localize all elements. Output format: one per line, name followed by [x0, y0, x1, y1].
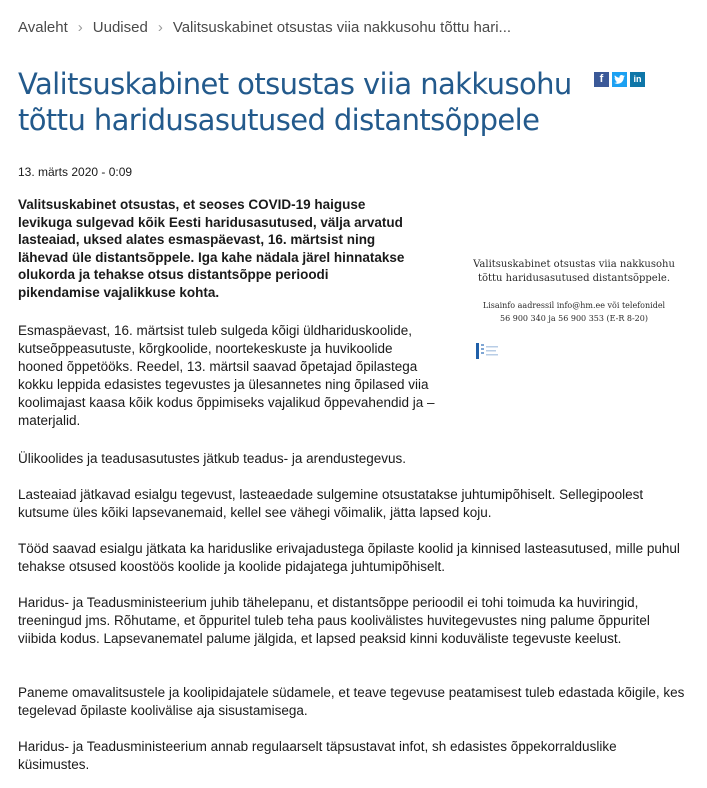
breadcrumb — [18, 16, 511, 38]
image-contact-line: 56 900 340 ja 56 900 353 (E-R 8-20) — [500, 314, 648, 323]
article-image — [448, 218, 700, 388]
facebook-share-icon[interactable]: f — [594, 72, 609, 87]
breadcrumb-separator-icon: › — [157, 18, 163, 36]
article-title: Valitsuskabinet otsustas viia nakkusohu tõttu haridusasutused distantsõppele — [18, 67, 572, 137]
article-paragraph: Paneme omavalitsustele ja koolipidajatele südamele, et teave tegevuse peatamisest tuleb edastada kõigile, kes tegelevad õpilaste koolivälise aja sisustamisega. — [18, 685, 685, 718]
article-paragraph: Ülikoolides ja teadusasutustes jätkub teadus- ja arendustegevus. — [18, 451, 406, 466]
image-title — [448, 258, 700, 286]
breadcrumb-current: Valitsuskabinet otsustas viia nakkusohu tõttu hari... — [172, 18, 512, 36]
breadcrumb-separator-icon: › — [77, 18, 83, 36]
article-date: 13. märts 2020 - 0:09 — [18, 165, 133, 179]
article-paragraph: Esmaspäevast, 16. märtsist tuleb sulgeda kõigi üldhariduskoolide, kutseõppeasutuste, kõrgkoolide, noortekeskuste ja huvikoolide hooned õppetööks. Reedel, 13. märtsil saavad õpetajad õpilastega kokku leppida edasistes tegevustes ja ülesannetes ning õpilased viia koolimajast kaasa kõik kodus õppimiseks vajalikud õppevahendid ja –materjalid. — [18, 323, 435, 428]
twitter-share-icon[interactable] — [612, 72, 627, 87]
breadcrumb-home-link[interactable]: Avaleht — [18, 18, 68, 36]
article-paragraph: Haridus- ja Teadusministeerium annab regulaarselt täpsustavat infot, sh edasistes õppekorralduslike küsimustes. — [18, 739, 617, 772]
linkedin-share-icon[interactable]: in — [630, 72, 645, 87]
image-contact — [448, 299, 700, 325]
image-title-line: tõttu haridusasutused distantsõppele. — [477, 273, 670, 284]
article-paragraph: Tööd saavad esialgu jätkata ka hariduslike erivajadustega õpilaste koolid ja kinnised lasteasutused, mille puhul tehakse otsused koostöös koolide ja koolide pidajatega juhtumipõhiselt. — [18, 541, 680, 574]
article-paragraph: Lasteaiad jätkavad esialgu tegevust, lasteaedade sulgemine otsustatakse juhtumipõhiselt. Sellegipoolest kutsume üles kõiki lapsevanemaid, kellel see vähegi võimalik, jätta lapsed koju. — [18, 487, 644, 520]
image-title-line: Valitsuskabinet otsustas viia nakkusohu — [473, 259, 675, 270]
article-paragraph: Haridus- ja Teadusministeerium juhib tähelepanu, et distantsõppe perioodil ei tohi toimuda ka huviringid, treeningud jms. Rõhutame, et õppuritel tuleb teha paus koolivälistes huvitegevustes ning palume õppuritel viibida kodus. Lapsevanematel palume jälgida, et lapsed peaksid kinni koduväliste tegevuste keelust. — [18, 595, 650, 646]
twitter-bird-icon — [614, 75, 625, 84]
breadcrumb-news-link[interactable]: Uudised — [92, 18, 148, 36]
image-contact-line: Lisainfo aadressil info@hm.ee või telefonidel — [482, 301, 666, 310]
article-lead: Valitsuskabinet otsustas, et seoses COVID-19 haiguse levikuga sulgevad kõik Eesti haridusasutused, välja arvatud lasteaiad, uksed alates esmaspäevast, 16. märtsist ning lähevad üle distantsõppele. Iga kahe nädala järel hinnatakse olukorda ja tehakse otsus distantsõppe perioodi pikendamise vajalikkuse kohta. — [18, 197, 405, 300]
share-buttons — [594, 72, 645, 87]
ministry-logo-icon — [476, 343, 500, 359]
